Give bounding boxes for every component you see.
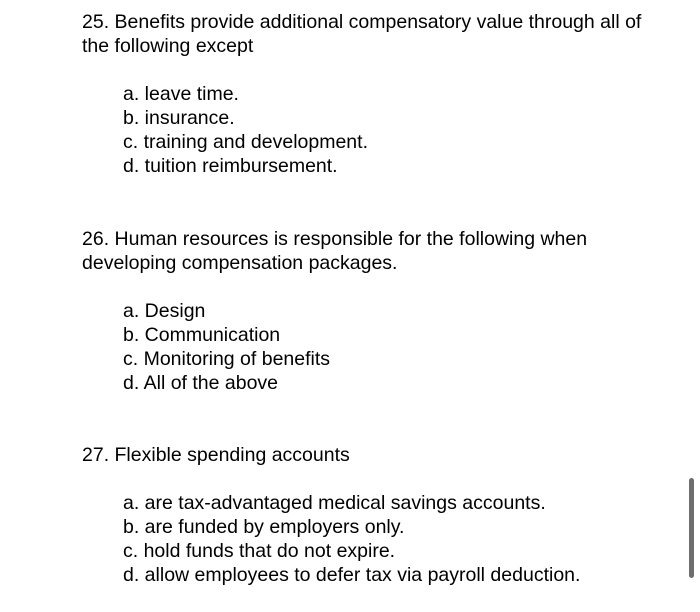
option-b: b. are funded by employers only. [123, 516, 405, 538]
question-26 [82, 227, 672, 395]
answer-options [82, 491, 672, 587]
answer-options [82, 299, 672, 395]
scrollbar-thumb[interactable] [689, 478, 694, 578]
option-c: c. Monitoring of benefits [123, 348, 331, 370]
question-stem: 27. Flexible spending accounts [82, 444, 350, 466]
answer-options [82, 82, 672, 178]
option-d: d. All of the above [123, 372, 279, 394]
option-c: c. training and development. [123, 131, 368, 153]
question-stem: 26. Human resources is responsible for the following when developing compensation packages. [82, 228, 588, 274]
option-b: b. insurance. [123, 107, 235, 129]
question-25 [82, 10, 672, 178]
question-stem: 25. Benefits provide additional compensatory value through all of the following except [82, 11, 642, 57]
option-a: a. are tax-advantaged medical savings accounts. [123, 492, 546, 514]
option-d: d. tuition reimbursement. [123, 155, 338, 177]
option-d: d. allow employees to defer tax via payroll deduction. [123, 564, 581, 586]
question-27 [82, 443, 672, 587]
option-c: c. hold funds that do not expire. [123, 540, 396, 562]
option-b: b. Communication [123, 324, 281, 346]
option-a: a. Design [123, 300, 206, 322]
option-a: a. leave time. [123, 83, 239, 105]
